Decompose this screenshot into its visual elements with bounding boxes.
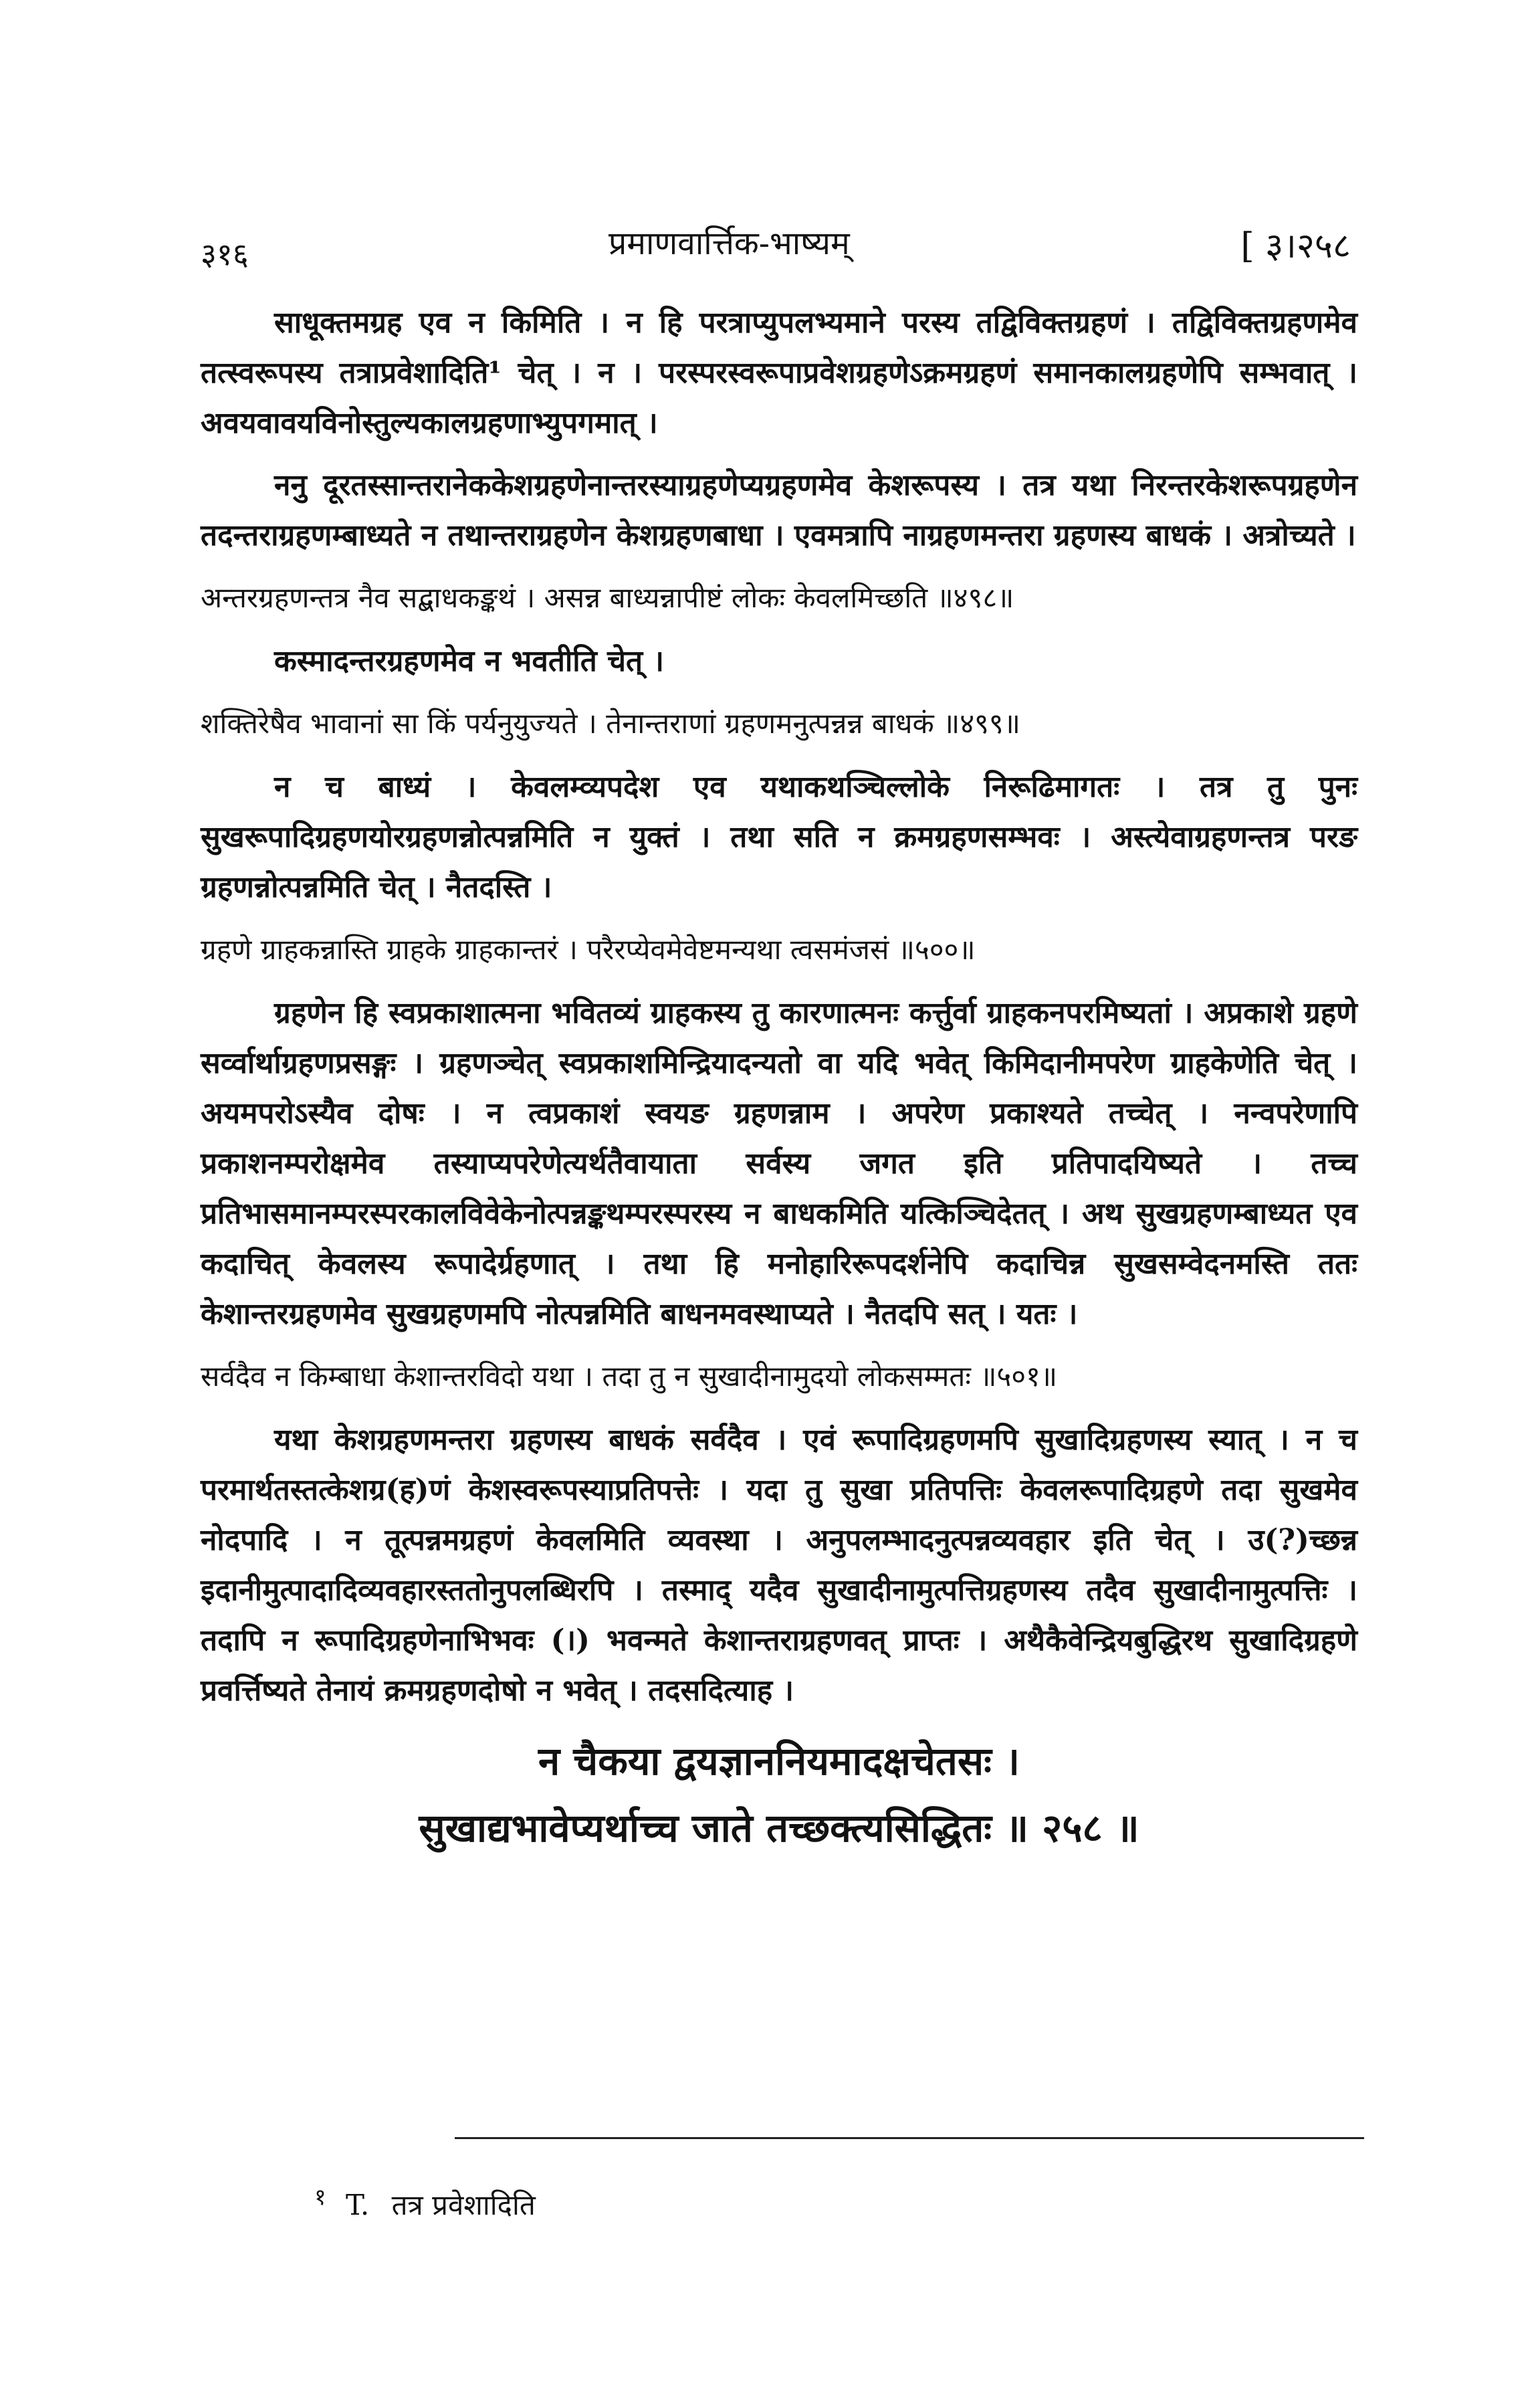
paragraph: कस्मादन्तरग्रहणमेव न भवतीति चेत् । bbox=[274, 644, 665, 678]
page-header bbox=[201, 221, 1351, 274]
verse-line: अन्तरग्रहणन्तत्र नैव सद्बाधकङ्कथं । असन्न बाध्यन्नापीष्टं लोकः केवलमिच्छति ॥४९८॥ bbox=[201, 581, 1014, 614]
paragraph: ग्रहणेन हि स्वप्रकाशात्मना भवितव्यं ग्राहकस्य तु कारणात्मनः कर्त्तुर्वा ग्राहकनपरमिष्यतां । अप्रकाशे ग्रहणे सर्व्वार्थाग्रहणप्रसङ्गः । ग्रहणञ्चेत् स्वप्रकाशमिन्द्रियादन्यतो वा यदि भवेत् किमिदानीमपरेण ग्राहकेणेति चेत् । अयमपरोऽस्यैव दोषः । न त्वप्रकाशं स्वयङ ग्रहणन्नाम । अपरेण प्रकाश्यते तच्चेत् । नन्वपरेणापि प्रकाशनम्परोक्षमेव तस्याप्यपरेणेत्यर्थतैवायाता सर्वस्य जगत इति प्रतिपादयिष्यते । तच्च प्रतिभासमानम्परस्परकालविवेकेनोत्पन्नङ्कथम्परस्परस्य न बाधकमिति यत्किञ्चिदेतत् । अथ सुखग्रहणम्बाध्यत एव कदाचित् केवलस्य रूपादेर्ग्रहणात् । तथा हि मनोहारिरूपदर्शनेपि कदाचिन्न सुखसम्वेदनमस्ति ततः केशान्तरग्रहणमेव सुखग्रहणमपि नोत्पन्नमिति बाधनमवस्थाप्यते । नैतदपि सत् । यतः । bbox=[201, 996, 1357, 1331]
verse-line: ग्रहणे ग्राहकन्नास्ति ग्राहके ग्राहकान्तरं । परैरप्येवमेवेष्टमन्यथा त्वसमंजसं ॥५००॥ bbox=[201, 933, 976, 966]
running-title: प्रमाणवार्त्तिक-भाष्यम् bbox=[609, 225, 850, 262]
karika-line-2: सुखाद्यभावेप्यर्थाच्च जाते तच्छक्त्यसिद्धितः ॥ २५८ ॥ bbox=[419, 1805, 1139, 1851]
paragraph: न च बाध्यं । केवलम्व्यपदेश एव यथाकथञ्चिल्लोके निरूढिमागतः । तत्र तु पुनः सुखरूपादिग्रहणयोरग्रहणन्नोत्पन्नमिति न युक्तं । तथा सति न क्रमग्रहणसम्भवः । अस्त्येवाग्रहणन्तत्र परङ ग्रहणन्नोत्पन्नमिति चेत् । नैतदस्ति । bbox=[201, 770, 1357, 904]
page-number: ३१६ bbox=[201, 236, 249, 272]
paragraph: ननु दूरतस्सान्तरानेककेशग्रहणेनान्तरस्याग्रहणेप्यग्रहणमेव केशरूपस्य । तत्र यथा निरन्तरकेशरूपग्रहणेन तदन्तराग्रहणम्बाध्यते न तथान्तराग्रहणेन केशग्रहणबाधा । एवमत्रापि नाग्रहणमन्तरा ग्रहणस्य बाधकं । अत्रोच्यते । bbox=[201, 468, 1357, 553]
section-reference: [ ३।२५८ bbox=[1240, 226, 1351, 266]
verse-line: शक्तिरेषैव भावानां सा किं पर्यनुयुज्यते । तेनान्तराणां ग्रहणमनुत्पन्नन्न बाधकं ॥४९९॥ bbox=[201, 707, 1020, 740]
footnote-text: तत्र प्रवेशादिति bbox=[391, 2189, 536, 2221]
paragraph: यथा केशग्रहणमन्तरा ग्रहणस्य बाधकं सर्वदैव । एवं रूपादिग्रहणमपि सुखादिग्रहणस्य स्यात् । न च परमार्थतस्तत्केशग्र(ह)णं केशस्वरूपस्याप्रतिपत्तेः । यदा तु सुखा प्रतिपत्तिः केवलरूपादिग्रहणे तदा सुखमेव नोदपादि । न तूत्पन्नमग्रहणं केवलमिति व्यवस्था । अनुपलम्भादनुत्पन्नव्यवहार इति चेत् । उ(?)च्छन्न इदानीमुत्पादादिव्यवहारस्ततोनुपलब्धिरपि । तस्माद् यदैव सुखादीनामुत्पत्तिग्रहणस्य तदैव सुखादीनामुत्पत्तिः । तदापि न रूपादिग्रहणेनाभिभवः (।) भवन्मते केशान्तराग्रहणवत् प्राप्तः । अथैकैवेन्द्रियबुद्धिरथ सुखादिग्रहणे प्रवर्त्तिष्यते तेनायं क्रमग्रहणदोषो न भवेत् । तदसदित्याह । bbox=[201, 1423, 1357, 1708]
karika-line-1: न चैकया द्वयज्ञाननियमादक्षचेतसः । bbox=[538, 1738, 1020, 1784]
footnote bbox=[314, 2181, 536, 2223]
commentary-body bbox=[201, 298, 1357, 1862]
verse-line: सर्वदैव न किम्बाधा केशान्तरविदो यथा । तदा तु न सुखादीनामुदयो लोकसम्मतः ॥५०१॥ bbox=[201, 1360, 1058, 1393]
footnote-source: T. bbox=[346, 2189, 370, 2221]
footnote-divider bbox=[455, 2137, 1364, 2139]
footnote-marker: १ bbox=[314, 2184, 326, 2211]
paragraph: साधूक्तमग्रह एव न किमिति । न हि परत्राप्युपलभ्यमाने परस्य तद्विविक्तग्रहणं । तद्विविक्तग्रहणमेव तत्स्वरूपस्य तत्राप्रवेशादिति¹ चेत् । न । परस्परस्वरूपाप्रवेशग्रहणेऽक्रमग्रहणं समानकालग्रहणेपि सम्भवात् । अवयवावयविनोस्तुल्यकालग्रहणाभ्युपगमात् । bbox=[201, 306, 1357, 440]
